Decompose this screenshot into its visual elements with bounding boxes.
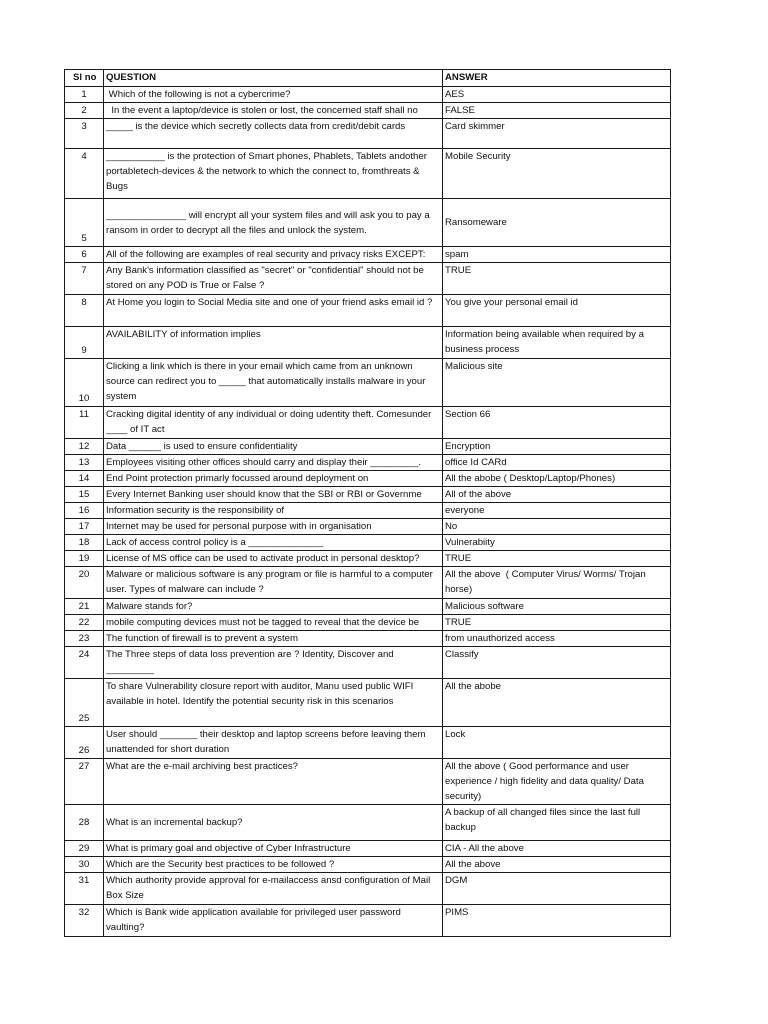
row-answer: No bbox=[443, 519, 671, 535]
row-question: Which authority provide approval for e-mailaccess ansd configuration of Mail Box Size bbox=[104, 873, 443, 905]
row-answer: TRUE bbox=[443, 551, 671, 567]
row-answer: All the above ( Computer Virus/ Worms/ Trojan horse) bbox=[443, 567, 671, 599]
row-question: Employees visiting other offices should carry and display their _________. bbox=[104, 455, 443, 471]
header-sl-no: Sl no bbox=[65, 70, 104, 87]
row-sl-no: 29 bbox=[65, 841, 104, 857]
row-sl-no: 27 bbox=[65, 759, 104, 805]
row-sl-no: 1 bbox=[65, 87, 104, 103]
table-row bbox=[65, 857, 671, 873]
row-question: Data ______ is used to ensure confidentiality bbox=[104, 439, 443, 455]
row-answer: everyone bbox=[443, 503, 671, 519]
row-answer: Card skimmer bbox=[443, 119, 671, 149]
row-sl-no: 16 bbox=[65, 503, 104, 519]
row-question: Cracking digital identity of any individual or doing udentity theft. Comesunder ____ of IT act bbox=[104, 407, 443, 439]
table-row bbox=[65, 295, 671, 327]
row-answer: TRUE bbox=[443, 263, 671, 295]
table-row bbox=[65, 805, 671, 841]
row-sl-no: 8 bbox=[65, 295, 104, 327]
table-row bbox=[65, 439, 671, 455]
row-question: Which of the following is not a cybercrime? bbox=[104, 87, 443, 103]
row-question: Malware stands for? bbox=[104, 599, 443, 615]
row-question: What is primary goal and objective of Cyber Infrastructure bbox=[104, 841, 443, 857]
row-sl-no: 7 bbox=[65, 263, 104, 295]
row-sl-no: 12 bbox=[65, 439, 104, 455]
row-sl-no: 14 bbox=[65, 471, 104, 487]
row-sl-no: 4 bbox=[65, 149, 104, 199]
row-question: Any Bank's information classified as "secret" or "confidential" should not be stored on any POD is True or False ? bbox=[104, 263, 443, 295]
row-sl-no: 21 bbox=[65, 599, 104, 615]
row-answer: All the abobe ( Desktop/Laptop/Phones) bbox=[443, 471, 671, 487]
row-sl-no: 9 bbox=[65, 327, 104, 359]
table-row bbox=[65, 631, 671, 647]
row-sl-no: 30 bbox=[65, 857, 104, 873]
table-row bbox=[65, 327, 671, 359]
table-row bbox=[65, 535, 671, 551]
header-row bbox=[65, 70, 671, 87]
row-sl-no: 18 bbox=[65, 535, 104, 551]
question-answer-table bbox=[64, 69, 671, 937]
row-question: To share Vulnerability closure report with auditor, Manu used public WIFI available in hotel. Identify the potential security risk in this scenarios bbox=[104, 679, 443, 727]
row-sl-no: 10 bbox=[65, 359, 104, 407]
row-question: Lack of access control policy is a ______________ bbox=[104, 535, 443, 551]
table-row bbox=[65, 455, 671, 471]
row-question: mobile computing devices must not be tagged to reveal that the device be bbox=[104, 615, 443, 631]
row-question: License of MS office can be used to activate product in personal desktop? bbox=[104, 551, 443, 567]
table-row bbox=[65, 149, 671, 199]
table-row bbox=[65, 905, 671, 937]
row-question: The Three steps of data loss prevention are ? Identity, Discover and _________ bbox=[104, 647, 443, 679]
row-sl-no: 26 bbox=[65, 727, 104, 759]
row-sl-no: 5 bbox=[65, 199, 104, 247]
table-row bbox=[65, 199, 671, 247]
table-row bbox=[65, 727, 671, 759]
row-answer: office Id CARd bbox=[443, 455, 671, 471]
row-sl-no: 20 bbox=[65, 567, 104, 599]
table-row bbox=[65, 841, 671, 857]
row-question: At Home you login to Social Media site and one of your friend asks email id ? bbox=[104, 295, 443, 327]
row-answer: All the abobe bbox=[443, 679, 671, 727]
row-question: Which is Bank wide application available for privileged user password vaulting? bbox=[104, 905, 443, 937]
row-question: Every Internet Banking user should know that the SBI or RBI or Governme bbox=[104, 487, 443, 503]
row-sl-no: 11 bbox=[65, 407, 104, 439]
row-sl-no: 6 bbox=[65, 247, 104, 263]
header-answer: ANSWER bbox=[443, 70, 671, 87]
table-row bbox=[65, 247, 671, 263]
row-sl-no: 22 bbox=[65, 615, 104, 631]
row-sl-no: 32 bbox=[65, 905, 104, 937]
row-sl-no: 31 bbox=[65, 873, 104, 905]
row-question: Which are the Security best practices to be followed ? bbox=[104, 857, 443, 873]
row-sl-no: 24 bbox=[65, 647, 104, 679]
row-answer: A backup of all changed files since the last full backup bbox=[443, 805, 671, 841]
table-row bbox=[65, 103, 671, 119]
table-row bbox=[65, 519, 671, 535]
table-row bbox=[65, 263, 671, 295]
row-answer: You give your personal email id bbox=[443, 295, 671, 327]
row-sl-no: 23 bbox=[65, 631, 104, 647]
row-answer: Malicious site bbox=[443, 359, 671, 407]
row-question: All of the following are examples of real security and privacy risks EXCEPT: bbox=[104, 247, 443, 263]
row-answer: Classify bbox=[443, 647, 671, 679]
row-answer: Lock bbox=[443, 727, 671, 759]
table-row bbox=[65, 119, 671, 149]
row-answer: AES bbox=[443, 87, 671, 103]
row-question: Malware or malicious software is any program or file is harmful to a computer user. Types of malware can include ? bbox=[104, 567, 443, 599]
row-question: _____ is the device which secretly collects data from credit/debit cards bbox=[104, 119, 443, 149]
row-answer: DGM bbox=[443, 873, 671, 905]
row-question: Clicking a link which is there in your email which came from an unknown source can redirect you to _____ that automatically installs malware in your system bbox=[104, 359, 443, 407]
row-sl-no: 28 bbox=[65, 805, 104, 841]
row-sl-no: 17 bbox=[65, 519, 104, 535]
table-row bbox=[65, 599, 671, 615]
table-row bbox=[65, 503, 671, 519]
row-question: Internet may be used for personal purpose with in organisation bbox=[104, 519, 443, 535]
table-row bbox=[65, 647, 671, 679]
row-answer: TRUE bbox=[443, 615, 671, 631]
row-answer: Information being available when required by a business process bbox=[443, 327, 671, 359]
row-answer: Malicious software bbox=[443, 599, 671, 615]
row-answer: spam bbox=[443, 247, 671, 263]
table-row bbox=[65, 487, 671, 503]
row-question: AVAILABILITY of information implies bbox=[104, 327, 443, 359]
row-question: In the event a laptop/device is stolen or lost, the concerned staff shall no bbox=[104, 103, 443, 119]
table-row bbox=[65, 615, 671, 631]
row-answer: from unauthorized access bbox=[443, 631, 671, 647]
row-answer: Encryption bbox=[443, 439, 671, 455]
row-sl-no: 3 bbox=[65, 119, 104, 149]
table-row bbox=[65, 551, 671, 567]
table-row bbox=[65, 873, 671, 905]
row-sl-no: 25 bbox=[65, 679, 104, 727]
table-row bbox=[65, 759, 671, 805]
table-row bbox=[65, 679, 671, 727]
table-row bbox=[65, 471, 671, 487]
row-sl-no: 2 bbox=[65, 103, 104, 119]
row-question: The function of firewall is to prevent a system bbox=[104, 631, 443, 647]
row-answer: FALSE bbox=[443, 103, 671, 119]
row-answer: Vulnerabiity bbox=[443, 535, 671, 551]
row-question: What are the e-mail archiving best practices? bbox=[104, 759, 443, 805]
row-question: ___________ is the protection of Smart phones, Phablets, Tablets andother portabletech-devices & the network to which the connect to, fromthreats & Bugs bbox=[104, 149, 443, 199]
row-answer: CIA - All the above bbox=[443, 841, 671, 857]
row-sl-no: 19 bbox=[65, 551, 104, 567]
row-answer: All the above ( Good performance and user experience / high fidelity and data quality/ Data security) bbox=[443, 759, 671, 805]
row-sl-no: 15 bbox=[65, 487, 104, 503]
table-row bbox=[65, 407, 671, 439]
row-question: End Point protection primarly focussed around deployment on bbox=[104, 471, 443, 487]
header-question: QUESTION bbox=[104, 70, 443, 87]
row-question: Information security is the responsibility of bbox=[104, 503, 443, 519]
table-row bbox=[65, 567, 671, 599]
row-question: What is an incremental backup? bbox=[104, 805, 443, 841]
row-question: User should _______ their desktop and laptop screens before leaving them unattended for short duration bbox=[104, 727, 443, 759]
row-answer: Mobile Security bbox=[443, 149, 671, 199]
row-answer: All the above bbox=[443, 857, 671, 873]
table-row bbox=[65, 87, 671, 103]
row-answer: All of the above bbox=[443, 487, 671, 503]
row-answer: Section 66 bbox=[443, 407, 671, 439]
table-row bbox=[65, 359, 671, 407]
row-answer: Ransomeware bbox=[443, 199, 671, 247]
row-sl-no: 13 bbox=[65, 455, 104, 471]
row-question: _______________ will encrypt all your system files and will ask you to pay a ransom in order to decrypt all the files and unlock the system. bbox=[104, 199, 443, 247]
row-answer: PIMS bbox=[443, 905, 671, 937]
